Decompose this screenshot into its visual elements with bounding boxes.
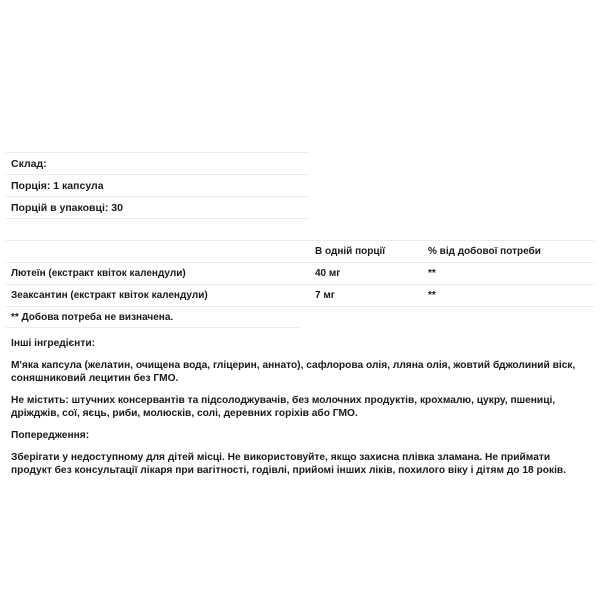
nutrient-daily-value: ** xyxy=(423,263,594,285)
nutrient-daily-value: ** xyxy=(423,285,594,307)
table-header-row xyxy=(6,241,594,263)
warnings-text: Зберігати у недоступному для дітей місці. Не використовуйте, якщо захисна плівка зламана. Не приймати продукт без консультації лікаря при вагітності, годівлі, прийомі інших ліків, похилого віку і дітям до 18 років. xyxy=(11,452,566,476)
header-name xyxy=(6,241,310,263)
supplement-facts xyxy=(6,152,594,477)
composition-label: Склад: xyxy=(6,153,310,175)
table-row xyxy=(6,153,310,175)
table-row xyxy=(6,285,594,307)
nutrient-amount: 7 мг xyxy=(310,285,423,307)
nutrient-name: Лютеїн (екстракт квіток календули) xyxy=(6,263,310,285)
table-row xyxy=(6,197,310,219)
servings-per-container: Порцій в упаковці: 30 xyxy=(6,197,310,219)
table-row xyxy=(6,175,310,197)
footnote: ** Добова потреба не визначена. xyxy=(6,307,300,328)
warnings-heading: Попередження: xyxy=(11,430,90,441)
table-row xyxy=(6,263,594,285)
nutrient-table xyxy=(6,240,594,307)
header-daily-value: % від добової потреби xyxy=(423,241,594,263)
other-ingredients-heading: Інші інгредієнти: xyxy=(11,338,95,349)
other-ingredients-text: М'яка капсула (желатин, очищена вода, гліцерин, аннато), сафлорова олія, лляна олія, жовтий бджолиний віск, соняшниковий лецитин без ГМО. xyxy=(11,360,576,384)
header-amount: В одній порції xyxy=(310,241,423,263)
serving-size: Порція: 1 капсула xyxy=(6,175,310,197)
nutrient-name: Зеаксантин (екстракт квіток календули) xyxy=(6,285,310,307)
summary-table xyxy=(6,152,310,219)
free-from-text: Не містить: штучних консервантів та підсолоджувачів, без молочних продуктів, крохмалю, цукру, пшениці, дріжджів, сої, яєць, риби, молюсків, солі, деревних горіхів або ГМО. xyxy=(11,395,556,419)
nutrient-amount: 40 мг xyxy=(310,263,423,285)
